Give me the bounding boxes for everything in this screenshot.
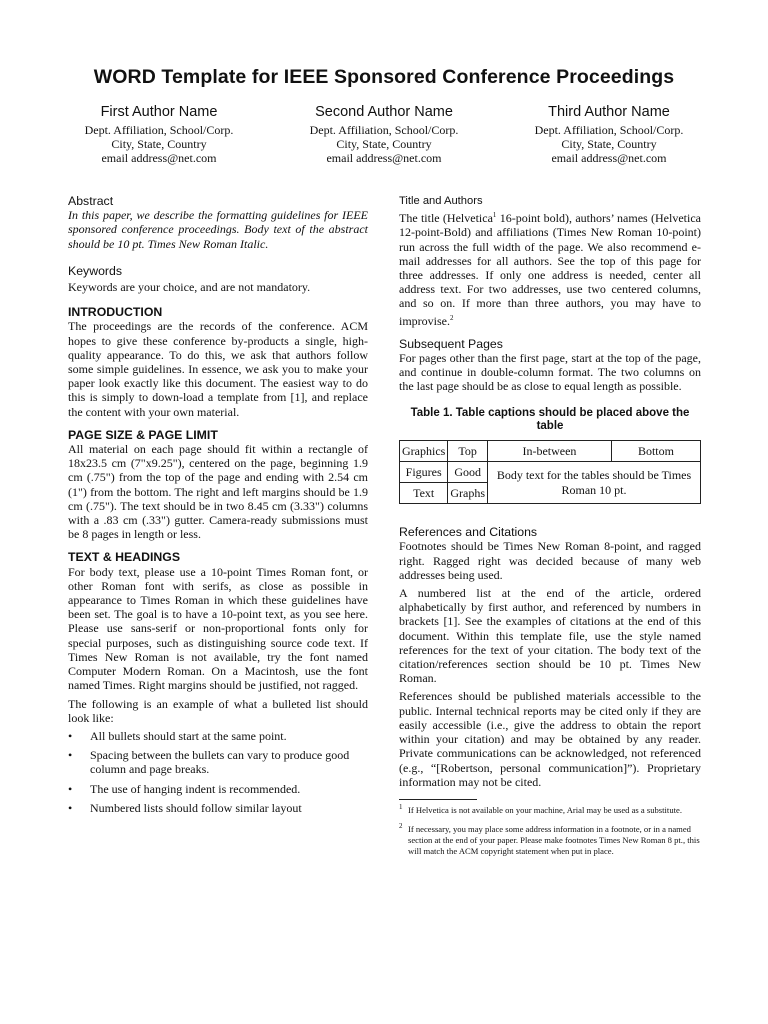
table-1 — [399, 440, 701, 505]
introduction-text: The proceedings are the records of the conference. ACM hopes to give these conference by-products a single, high-quality appearance. To do this, we ask that authors follow some simple guidelines. In essence, we ask you to make your paper look exactly like this document. The easiest way to do this is simply to down-load a template from [1], and replace the content with your own material. — [68, 319, 368, 419]
author-email: email address@net.com — [551, 151, 667, 165]
table-cell: Bottom — [611, 440, 700, 461]
page-size-text: All material on each page should fit within a rectangle of 18x23.5 cm (7"x9.25"), centered on the page, beginning 1.9 cm (.75") from the top of the page and ending with 2.54 cm (1") from the bottom. The right and left margins should be 1.9 cm (.75"). The text should be in two 8.45 cm (3.33") columns with a .83 cm (.33") gutter. Camera-ready submissions must be 8 pages in length or less. — [68, 442, 368, 542]
bulleted-list — [68, 729, 368, 815]
title-authors-heading: Title and Authors — [399, 195, 483, 207]
title-authors-text: The title (Helvetica$^1$ 16-point bold), authors’ names (Helvetica 12-point-Bold) and affiliations (Times New Roman 10-point) run across the full width of the page. We also recommend e-mail addresses for all authors. See the top of this page for three addresses. If only one address is needed, center all address text. For two addresses, use two centered columns, and so on. If more than three authors, you may have to improvise.$^2$ — [399, 211, 701, 328]
table-cell: In-between — [488, 440, 612, 461]
subsequent-pages-heading: Subsequent Pages — [399, 336, 503, 351]
introduction-heading: INTRODUCTION — [68, 305, 163, 320]
footnote-mark: 1 — [399, 802, 403, 811]
footnote: 1 If Helvetica is not available on your machine, Arial may be used as a substitute. — [399, 802, 682, 815]
author-location: City, State, Country — [336, 137, 432, 151]
abstract-text: In this paper, we describe the formatting guidelines for IEEE sponsored conference proceedings. Body text of the abstract should be 10 pt. Times New Roman Italic. — [68, 208, 368, 251]
footnote-mark: 2 — [399, 821, 403, 830]
table-cell: Text — [400, 483, 448, 504]
table-row — [400, 440, 701, 461]
text-headings-heading: TEXT & HEADINGS — [68, 550, 181, 565]
list-item: • Numbered lists should follow similar layout — [68, 800, 302, 815]
author-name: Third Author Name — [548, 104, 670, 120]
list-item: • All bullets should start at the same point. — [68, 728, 287, 743]
right-column — [399, 194, 701, 857]
footnote-divider — [399, 799, 477, 800]
table-cell: Top — [448, 440, 488, 461]
table-merged-cell: Body text for the tables should be Times Roman 10 pt. — [488, 461, 701, 503]
author-name: First Author Name — [100, 104, 218, 120]
list-item: • The use of hanging indent is recommended. — [68, 781, 301, 796]
bullet-icon: • — [68, 800, 73, 815]
author-location: City, State, Country — [111, 137, 207, 151]
paper-title: WORD Template for IEEE Sponsored Conference Proceedings — [93, 66, 675, 88]
table-cell: Graphs — [448, 483, 488, 504]
keywords-heading: Keywords — [68, 263, 122, 278]
list-item: • Spacing between the bullets can vary to produce good column and page breaks. — [68, 748, 350, 777]
author-affiliation: Dept. Affiliation, School/Corp. — [84, 123, 234, 137]
bullet-icon: • — [68, 728, 73, 743]
table-cell: Figures — [400, 461, 448, 482]
references-text-3: References should be published materials accessible to the public. Internal technical reports may be cited only if they are easily accessible (i.e., give the address to obtain the report within your citation) and may be obtained by any reader. Private communications can be acknowledged, not referenced (e.g., “[Robertson, personal communication]”). Proprietary information may not be cited. — [399, 689, 701, 789]
author-block-1 — [44, 104, 274, 165]
author-email: email address@net.com — [101, 151, 217, 165]
keywords-text: Keywords are your choice, and are not mandatory. — [68, 280, 311, 295]
left-column — [68, 194, 368, 820]
author-block-2 — [269, 104, 499, 165]
author-affiliation: Dept. Affiliation, School/Corp. — [309, 123, 459, 137]
references-text-2: A numbered list at the end of the article, ordered alphabetically by first author, and referenced by numbers in brackets [1]. See the examples of citations at the end of this document. Within this template file, use the style named references for the text of your citation. The body text of the citation/references section should be 10 pt. Times New Roman. — [399, 586, 701, 686]
table-cell: Graphics — [400, 440, 448, 461]
text-headings-text: For body text, please use a 10-point Times Roman font, or other Roman font with serifs, as close as possible in appearance to Times Roman in which these guidelines have been set. The goal is to have a 10-point text, as you see here. Please use sans-serif or non-proportional fonts only for special purposes, such as distinguishing source code text. If Times New Roman is not available, try the font named Computer Modern Roman. On a Macintosh, use the font named Times. Right margins should be justified, not ragged. — [68, 564, 368, 693]
table-cell: Good — [448, 461, 488, 482]
references-text-1: Footnotes should be Times New Roman 8-point, and ragged right. Ragged right was decided because of many web addresses being used. — [399, 539, 701, 582]
page-size-heading: PAGE SIZE & PAGE LIMIT — [68, 427, 218, 442]
author-location: City, State, Country — [561, 137, 657, 151]
table-row — [400, 461, 701, 482]
footnote-mark: 2 — [450, 313, 454, 322]
author-block-3 — [494, 104, 724, 165]
footnote: 2 If necessary, you may place some address information in a footnote, or in a named section at the end of your paper. Please make footnotes Times New Roman 8 pt., this will match the ACM copyright statement when put in place. — [399, 821, 700, 856]
author-affiliation: Dept. Affiliation, School/Corp. — [534, 123, 684, 137]
author-email: email address@net.com — [326, 151, 442, 165]
abstract-heading: Abstract — [68, 194, 114, 208]
author-name: Second Author Name — [315, 104, 453, 120]
bullet-icon: • — [68, 748, 73, 763]
bullet-icon: • — [68, 781, 73, 796]
footnote-mark: 1 — [492, 211, 497, 220]
table-caption: Table 1. Table captions should be placed above the table — [410, 406, 690, 433]
list-intro: The following is an example of what a bulleted list should look like: — [68, 696, 368, 725]
subsequent-pages-text: For pages other than the first page, start at the top of the page, and continue in double-column format. The two columns on the last page should be as close to equal length as possible. — [399, 351, 701, 394]
references-heading: References and Citations — [399, 525, 538, 540]
